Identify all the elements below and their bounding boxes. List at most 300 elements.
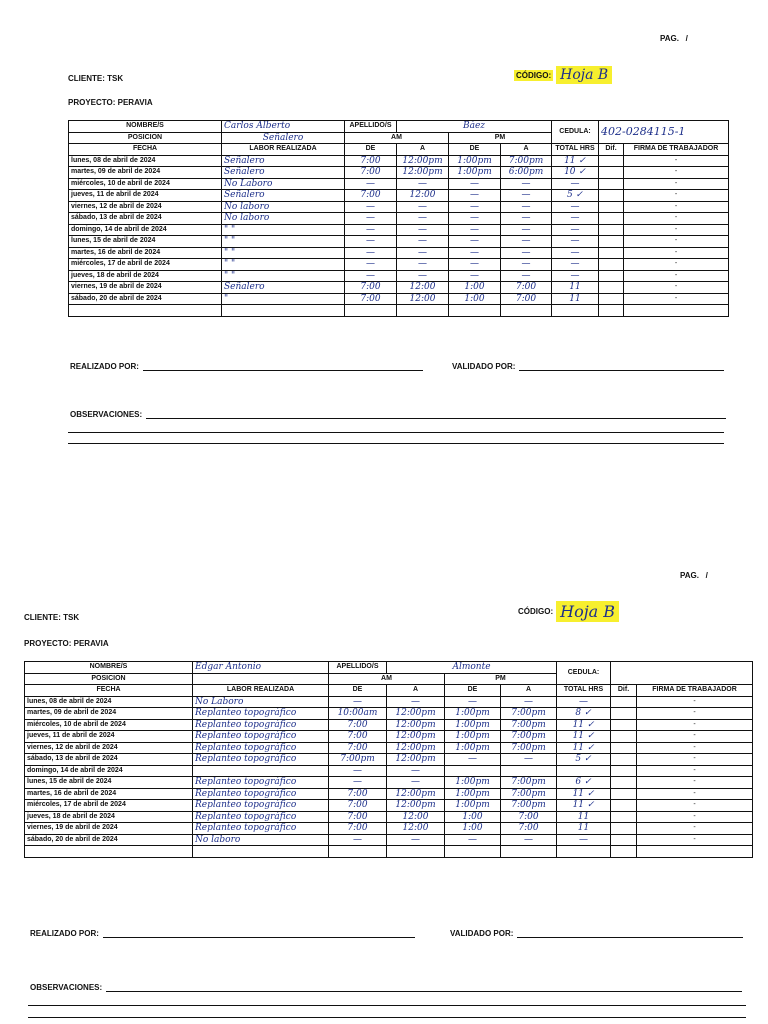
total-hours-cell[interactable] [557, 719, 611, 731]
blank-cell [222, 305, 345, 317]
total-hours-cell[interactable] [557, 731, 611, 743]
pm-to-cell[interactable] [501, 224, 552, 236]
total-hours-cell[interactable] [552, 236, 599, 248]
total-hours-cell[interactable] [552, 259, 599, 271]
am-to-cell[interactable] [397, 293, 449, 305]
am-from-value: — [353, 696, 362, 707]
am-from-cell[interactable] [329, 834, 387, 846]
validado-por-line [519, 369, 724, 371]
code-field [518, 601, 619, 622]
pm-to-cell[interactable] [501, 178, 552, 190]
signature-cell[interactable]: - [637, 742, 753, 754]
am-from-value: 7:00 [347, 800, 368, 811]
dif-cell[interactable] [599, 190, 624, 202]
pm-to-cell[interactable] [501, 742, 557, 754]
total-hours-cell[interactable] [557, 788, 611, 800]
am-to-value: 12:00 [409, 190, 436, 201]
dif-cell[interactable] [599, 201, 624, 213]
am-from-cell[interactable] [329, 719, 387, 731]
am-from-cell[interactable] [345, 155, 397, 167]
am-from-cell[interactable] [329, 742, 387, 754]
pm-from-cell[interactable] [449, 190, 501, 202]
pm-from-cell[interactable] [449, 167, 501, 179]
signature-cell[interactable]: - [624, 247, 729, 259]
surname-cell[interactable] [397, 121, 552, 133]
labor-cell[interactable] [193, 777, 329, 789]
pm-from-cell[interactable] [449, 247, 501, 259]
am-to-cell[interactable] [397, 224, 449, 236]
am-to-value: 12:00pm [395, 800, 436, 811]
table-row [69, 293, 729, 305]
header-fecha: FECHA [69, 144, 222, 156]
labor-cell[interactable] [193, 731, 329, 743]
pm-from-value: 1:00 [464, 282, 485, 293]
am-from-cell[interactable] [329, 800, 387, 812]
pm-to-cell[interactable] [501, 834, 557, 846]
labor-cell[interactable] [222, 213, 345, 225]
header-apellidos: APELLIDO/S [329, 662, 387, 674]
pm-from-cell[interactable] [445, 731, 501, 743]
dif-cell[interactable] [599, 236, 624, 248]
pm-from-cell[interactable] [449, 270, 501, 282]
table-row [25, 834, 753, 846]
signature-cell[interactable]: - [637, 834, 753, 846]
labor-cell[interactable] [222, 201, 345, 213]
signature-cell[interactable]: - [624, 224, 729, 236]
cedula-cell[interactable] [599, 121, 729, 144]
pm-from-cell[interactable] [449, 213, 501, 225]
am-to-cell[interactable] [387, 719, 445, 731]
labor-cell[interactable] [222, 155, 345, 167]
pm-from-cell[interactable] [449, 224, 501, 236]
dif-cell[interactable] [599, 178, 624, 190]
am-to-value: 12:00pm [395, 719, 436, 730]
am-to-cell[interactable] [387, 788, 445, 800]
realizado-por-field[interactable] [70, 362, 423, 371]
pm-from-cell[interactable] [445, 696, 501, 708]
am-from-cell[interactable] [345, 236, 397, 248]
pm-from-cell[interactable] [445, 800, 501, 812]
pm-from-cell[interactable] [449, 236, 501, 248]
signature-cell[interactable]: - [637, 811, 753, 823]
total-hours-cell[interactable] [557, 754, 611, 766]
am-to-cell[interactable] [397, 201, 449, 213]
total-hours-cell[interactable] [557, 823, 611, 835]
signature-cell[interactable]: - [624, 178, 729, 190]
am-to-value: — [418, 247, 427, 258]
am-from-value: — [366, 236, 375, 247]
pm-from-cell[interactable] [445, 708, 501, 720]
pm-from-cell[interactable] [449, 293, 501, 305]
labor-cell[interactable] [193, 742, 329, 754]
am-to-cell[interactable] [387, 742, 445, 754]
am-to-value: — [418, 259, 427, 270]
am-to-value: — [418, 270, 427, 281]
labor-cell[interactable] [222, 293, 345, 305]
total-hours-cell[interactable] [552, 155, 599, 167]
total-hours-cell[interactable] [552, 201, 599, 213]
dif-cell[interactable] [611, 719, 637, 731]
signature-cell[interactable]: - [624, 213, 729, 225]
am-to-cell[interactable] [397, 155, 449, 167]
signature-cell[interactable]: - [637, 765, 753, 777]
pm-to-value: 7:00pm [511, 719, 546, 730]
am-to-value: 12:00pm [395, 731, 436, 742]
total-hours-cell[interactable] [557, 696, 611, 708]
name-cell[interactable] [193, 662, 329, 674]
pm-from-cell[interactable] [445, 834, 501, 846]
am-from-cell[interactable] [345, 178, 397, 190]
dif-cell[interactable] [611, 708, 637, 720]
am-to-cell[interactable] [387, 754, 445, 766]
dif-cell[interactable] [599, 270, 624, 282]
labor-cell[interactable] [193, 800, 329, 812]
date-cell: jueves, 18 de abril de 2024 [69, 270, 222, 282]
total-hours-cell[interactable] [557, 765, 611, 777]
signature-cell[interactable]: - [624, 270, 729, 282]
pm-to-cell[interactable] [501, 282, 552, 294]
total-hours-cell[interactable] [557, 742, 611, 754]
am-to-cell[interactable] [387, 777, 445, 789]
pm-from-cell[interactable] [445, 754, 501, 766]
header-am: AM [345, 132, 449, 144]
signature-cell[interactable]: - [624, 190, 729, 202]
signature-cell[interactable]: - [624, 259, 729, 271]
am-to-value: — [418, 201, 427, 212]
labor-cell[interactable] [222, 247, 345, 259]
pm-to-cell[interactable] [501, 788, 557, 800]
am-to-cell[interactable] [387, 811, 445, 823]
total-hours-value: — [570, 178, 580, 189]
am-to-cell[interactable] [397, 282, 449, 294]
header-posicion: POSICION [25, 673, 193, 685]
dif-cell[interactable] [611, 811, 637, 823]
pm-to-cell[interactable] [501, 754, 557, 766]
date-cell: lunes, 15 de abril de 2024 [25, 777, 193, 789]
labor-cell[interactable] [193, 754, 329, 766]
labor-cell[interactable] [222, 236, 345, 248]
validado-por-field[interactable] [452, 362, 724, 371]
labor-cell[interactable] [193, 696, 329, 708]
signature-cell[interactable]: - [637, 754, 753, 766]
header-am: AM [329, 673, 445, 685]
pm-from-cell[interactable] [449, 259, 501, 271]
signature-cell[interactable]: - [624, 236, 729, 248]
pm-to-cell[interactable] [501, 259, 552, 271]
total-hours-cell[interactable] [552, 167, 599, 179]
position-value: Señalero [262, 132, 304, 143]
am-to-cell[interactable] [387, 708, 445, 720]
total-hours-cell[interactable] [552, 270, 599, 282]
total-hours-value: 11 [569, 293, 581, 304]
am-from-value: — [366, 224, 375, 235]
total-hours-cell[interactable] [552, 224, 599, 236]
dif-cell[interactable] [611, 834, 637, 846]
am-from-cell[interactable] [345, 167, 397, 179]
labor-cell[interactable] [193, 811, 329, 823]
table-row [25, 754, 753, 766]
signature-cell[interactable]: - [637, 777, 753, 789]
total-hours-cell[interactable] [557, 800, 611, 812]
am-from-cell[interactable] [329, 788, 387, 800]
dif-cell[interactable] [599, 247, 624, 259]
pm-to-value: 7:00pm [511, 777, 546, 788]
am-to-cell[interactable] [387, 800, 445, 812]
total-hours-value: — [570, 236, 580, 247]
realizado-por-label: REALIZADO POR: [30, 929, 99, 938]
am-from-cell[interactable] [329, 811, 387, 823]
signature-cell[interactable]: - [624, 155, 729, 167]
signature-cell[interactable]: - [637, 708, 753, 720]
labor-cell[interactable] [193, 719, 329, 731]
realizado-por-field[interactable] [30, 929, 415, 938]
am-to-value: — [418, 213, 427, 224]
timesheet-table [24, 661, 753, 858]
total-hours-value: — [579, 834, 588, 845]
pm-from-value: — [470, 190, 479, 201]
dif-cell[interactable] [599, 213, 624, 225]
dif-cell[interactable] [611, 765, 637, 777]
pm-from-cell[interactable] [445, 719, 501, 731]
labor-value: Replanteo topográfico [195, 754, 297, 765]
pm-to-value: — [524, 696, 533, 707]
table-row [25, 823, 753, 835]
am-to-cell[interactable] [397, 167, 449, 179]
am-to-cell[interactable] [397, 190, 449, 202]
labor-cell[interactable] [222, 190, 345, 202]
pm-from-cell[interactable] [449, 178, 501, 190]
total-hours-cell[interactable] [552, 178, 599, 190]
dif-cell[interactable] [611, 731, 637, 743]
pm-to-cell[interactable] [501, 201, 552, 213]
am-from-cell[interactable] [345, 282, 397, 294]
am-to-value: 12:00 [402, 811, 429, 822]
dif-cell[interactable] [599, 282, 624, 294]
validado-por-field[interactable] [450, 929, 743, 938]
pm-to-cell[interactable] [501, 708, 557, 720]
pm-to-cell[interactable] [501, 777, 557, 789]
pm-to-cell[interactable] [501, 213, 552, 225]
pm-from-cell[interactable] [445, 811, 501, 823]
am-from-cell[interactable] [329, 823, 387, 835]
header-firma: FIRMA DE TRABAJADOR [624, 144, 729, 156]
cedula-cell[interactable] [611, 662, 753, 685]
table-row [25, 800, 753, 812]
dif-cell[interactable] [611, 800, 637, 812]
pm-to-cell[interactable] [501, 167, 552, 179]
am-from-cell[interactable] [345, 270, 397, 282]
am-from-cell[interactable] [345, 213, 397, 225]
pm-to-cell[interactable] [501, 236, 552, 248]
total-hours-value: 5 ✓ [566, 190, 584, 201]
signature-cell[interactable]: - [624, 282, 729, 294]
signature-cell[interactable]: - [624, 201, 729, 213]
total-hours-value: — [570, 259, 580, 270]
labor-cell[interactable] [222, 224, 345, 236]
total-hours-value: 11 [577, 811, 590, 822]
pm-from-cell[interactable] [449, 201, 501, 213]
pm-to-cell[interactable] [501, 719, 557, 731]
total-hours-cell[interactable] [557, 708, 611, 720]
pm-to-cell[interactable] [501, 155, 552, 167]
am-from-cell[interactable] [329, 777, 387, 789]
header-am-a: A [397, 144, 449, 156]
pm-to-cell[interactable] [501, 190, 552, 202]
pm-from-value: 1:00pm [455, 719, 490, 730]
total-hours-cell[interactable] [552, 282, 599, 294]
total-hours-value: 6 ✓ [575, 777, 592, 788]
am-from-cell[interactable] [345, 224, 397, 236]
pm-to-cell[interactable] [501, 270, 552, 282]
pm-to-cell[interactable] [501, 293, 552, 305]
pm-to-cell[interactable] [501, 811, 557, 823]
signature-cell[interactable]: - [637, 731, 753, 743]
header-dif: Dif. [599, 144, 624, 156]
dif-cell[interactable] [599, 259, 624, 271]
am-from-cell[interactable] [329, 765, 387, 777]
am-from-cell[interactable] [345, 201, 397, 213]
observaciones-field[interactable] [30, 983, 742, 992]
am-to-cell[interactable] [397, 259, 449, 271]
signature-cell[interactable]: - [637, 823, 753, 835]
labor-cell[interactable] [193, 765, 329, 777]
labor-cell[interactable] [222, 270, 345, 282]
labor-cell[interactable] [222, 259, 345, 271]
am-to-cell[interactable] [387, 834, 445, 846]
position-cell[interactable] [193, 673, 329, 685]
am-to-cell[interactable] [387, 696, 445, 708]
labor-cell[interactable] [193, 708, 329, 720]
pm-to-cell[interactable] [501, 800, 557, 812]
signature-cell[interactable]: - [637, 696, 753, 708]
signature-cell[interactable]: - [637, 800, 753, 812]
pm-to-cell[interactable] [501, 765, 557, 777]
pm-from-cell[interactable] [449, 282, 501, 294]
pm-from-cell[interactable] [449, 155, 501, 167]
total-hours-value: 11 ✓ [564, 155, 586, 166]
total-hours-cell[interactable] [552, 247, 599, 259]
labor-cell[interactable] [193, 834, 329, 846]
date-cell: viernes, 19 de abril de 2024 [25, 823, 193, 835]
labor-cell[interactable] [193, 788, 329, 800]
am-from-cell[interactable] [345, 259, 397, 271]
cedula-value: 402-0284115-1 [601, 127, 686, 137]
dif-cell[interactable] [611, 754, 637, 766]
pm-from-cell[interactable] [445, 765, 501, 777]
timesheet-table [68, 120, 729, 317]
position-cell[interactable] [222, 132, 345, 144]
signature-cell[interactable]: - [624, 167, 729, 179]
date-cell: martes, 16 de abril de 2024 [25, 788, 193, 800]
am-to-cell[interactable] [397, 178, 449, 190]
am-to-cell[interactable] [387, 765, 445, 777]
header-posicion: POSICION [69, 132, 222, 144]
am-to-cell[interactable] [397, 247, 449, 259]
dif-cell[interactable] [611, 696, 637, 708]
total-hours-cell[interactable] [552, 213, 599, 225]
signature-cell[interactable]: - [637, 719, 753, 731]
header-fecha: FECHA [25, 685, 193, 697]
dif-cell[interactable] [599, 224, 624, 236]
dif-cell[interactable] [599, 167, 624, 179]
labor-cell[interactable] [222, 167, 345, 179]
date-cell: martes, 16 de abril de 2024 [69, 247, 222, 259]
blank-cell [624, 305, 729, 317]
am-from-cell[interactable] [329, 696, 387, 708]
table-row [25, 731, 753, 743]
pm-to-cell[interactable] [501, 731, 557, 743]
observaciones-label: OBSERVACIONES: [70, 410, 143, 419]
dif-cell[interactable] [611, 777, 637, 789]
labor-cell[interactable] [222, 178, 345, 190]
pm-from-cell[interactable] [445, 777, 501, 789]
observaciones-line [68, 443, 724, 444]
pm-from-cell[interactable] [445, 788, 501, 800]
am-to-value: 12:00 [402, 823, 429, 834]
pm-to-cell[interactable] [501, 247, 552, 259]
am-from-cell[interactable] [345, 293, 397, 305]
pm-to-cell[interactable] [501, 823, 557, 835]
am-to-cell[interactable] [397, 213, 449, 225]
observaciones-line [68, 432, 724, 433]
total-hours-cell[interactable] [552, 293, 599, 305]
am-from-cell[interactable] [345, 190, 397, 202]
worker-name: Edgar Antonio [195, 662, 262, 673]
am-to-cell[interactable] [397, 236, 449, 248]
am-from-cell[interactable] [329, 754, 387, 766]
am-to-cell[interactable] [387, 823, 445, 835]
pm-from-value: 1:00pm [457, 167, 492, 178]
pm-from-cell[interactable] [445, 742, 501, 754]
total-hours-cell[interactable] [557, 777, 611, 789]
pm-to-value: 7:00pm [511, 731, 546, 742]
signature-cell[interactable]: - [637, 788, 753, 800]
code-value: Hoja B [556, 66, 612, 84]
total-hours-cell[interactable] [557, 834, 611, 846]
dif-cell[interactable] [611, 742, 637, 754]
realizado-por-line [103, 936, 415, 938]
dif-cell[interactable] [599, 155, 624, 167]
pm-from-value: 1:00pm [455, 788, 490, 799]
dif-cell[interactable] [599, 293, 624, 305]
labor-cell[interactable] [193, 823, 329, 835]
am-from-cell[interactable] [329, 731, 387, 743]
observaciones-field[interactable] [70, 410, 726, 419]
am-from-value: — [366, 247, 375, 258]
labor-cell[interactable] [222, 282, 345, 294]
pm-from-cell[interactable] [445, 823, 501, 835]
table-row [69, 282, 729, 294]
name-cell[interactable] [222, 121, 345, 133]
am-to-cell[interactable] [397, 270, 449, 282]
surname-cell[interactable] [387, 662, 557, 674]
signature-cell[interactable]: - [624, 293, 729, 305]
am-from-cell[interactable] [345, 247, 397, 259]
date-cell: miércoles, 10 de abril de 2024 [25, 719, 193, 731]
header-total: TOTAL HRS [552, 144, 599, 156]
am-to-cell[interactable] [387, 731, 445, 743]
project-label: PROYECTO: PERAVIA [24, 639, 109, 648]
am-from-cell[interactable] [329, 708, 387, 720]
table-row [25, 811, 753, 823]
dif-cell[interactable] [611, 788, 637, 800]
observaciones-line [106, 990, 742, 992]
dif-cell[interactable] [611, 823, 637, 835]
total-hours-cell[interactable] [552, 190, 599, 202]
total-hours-cell[interactable] [557, 811, 611, 823]
pm-to-cell[interactable] [501, 696, 557, 708]
worker-surname: Báez [462, 121, 486, 132]
